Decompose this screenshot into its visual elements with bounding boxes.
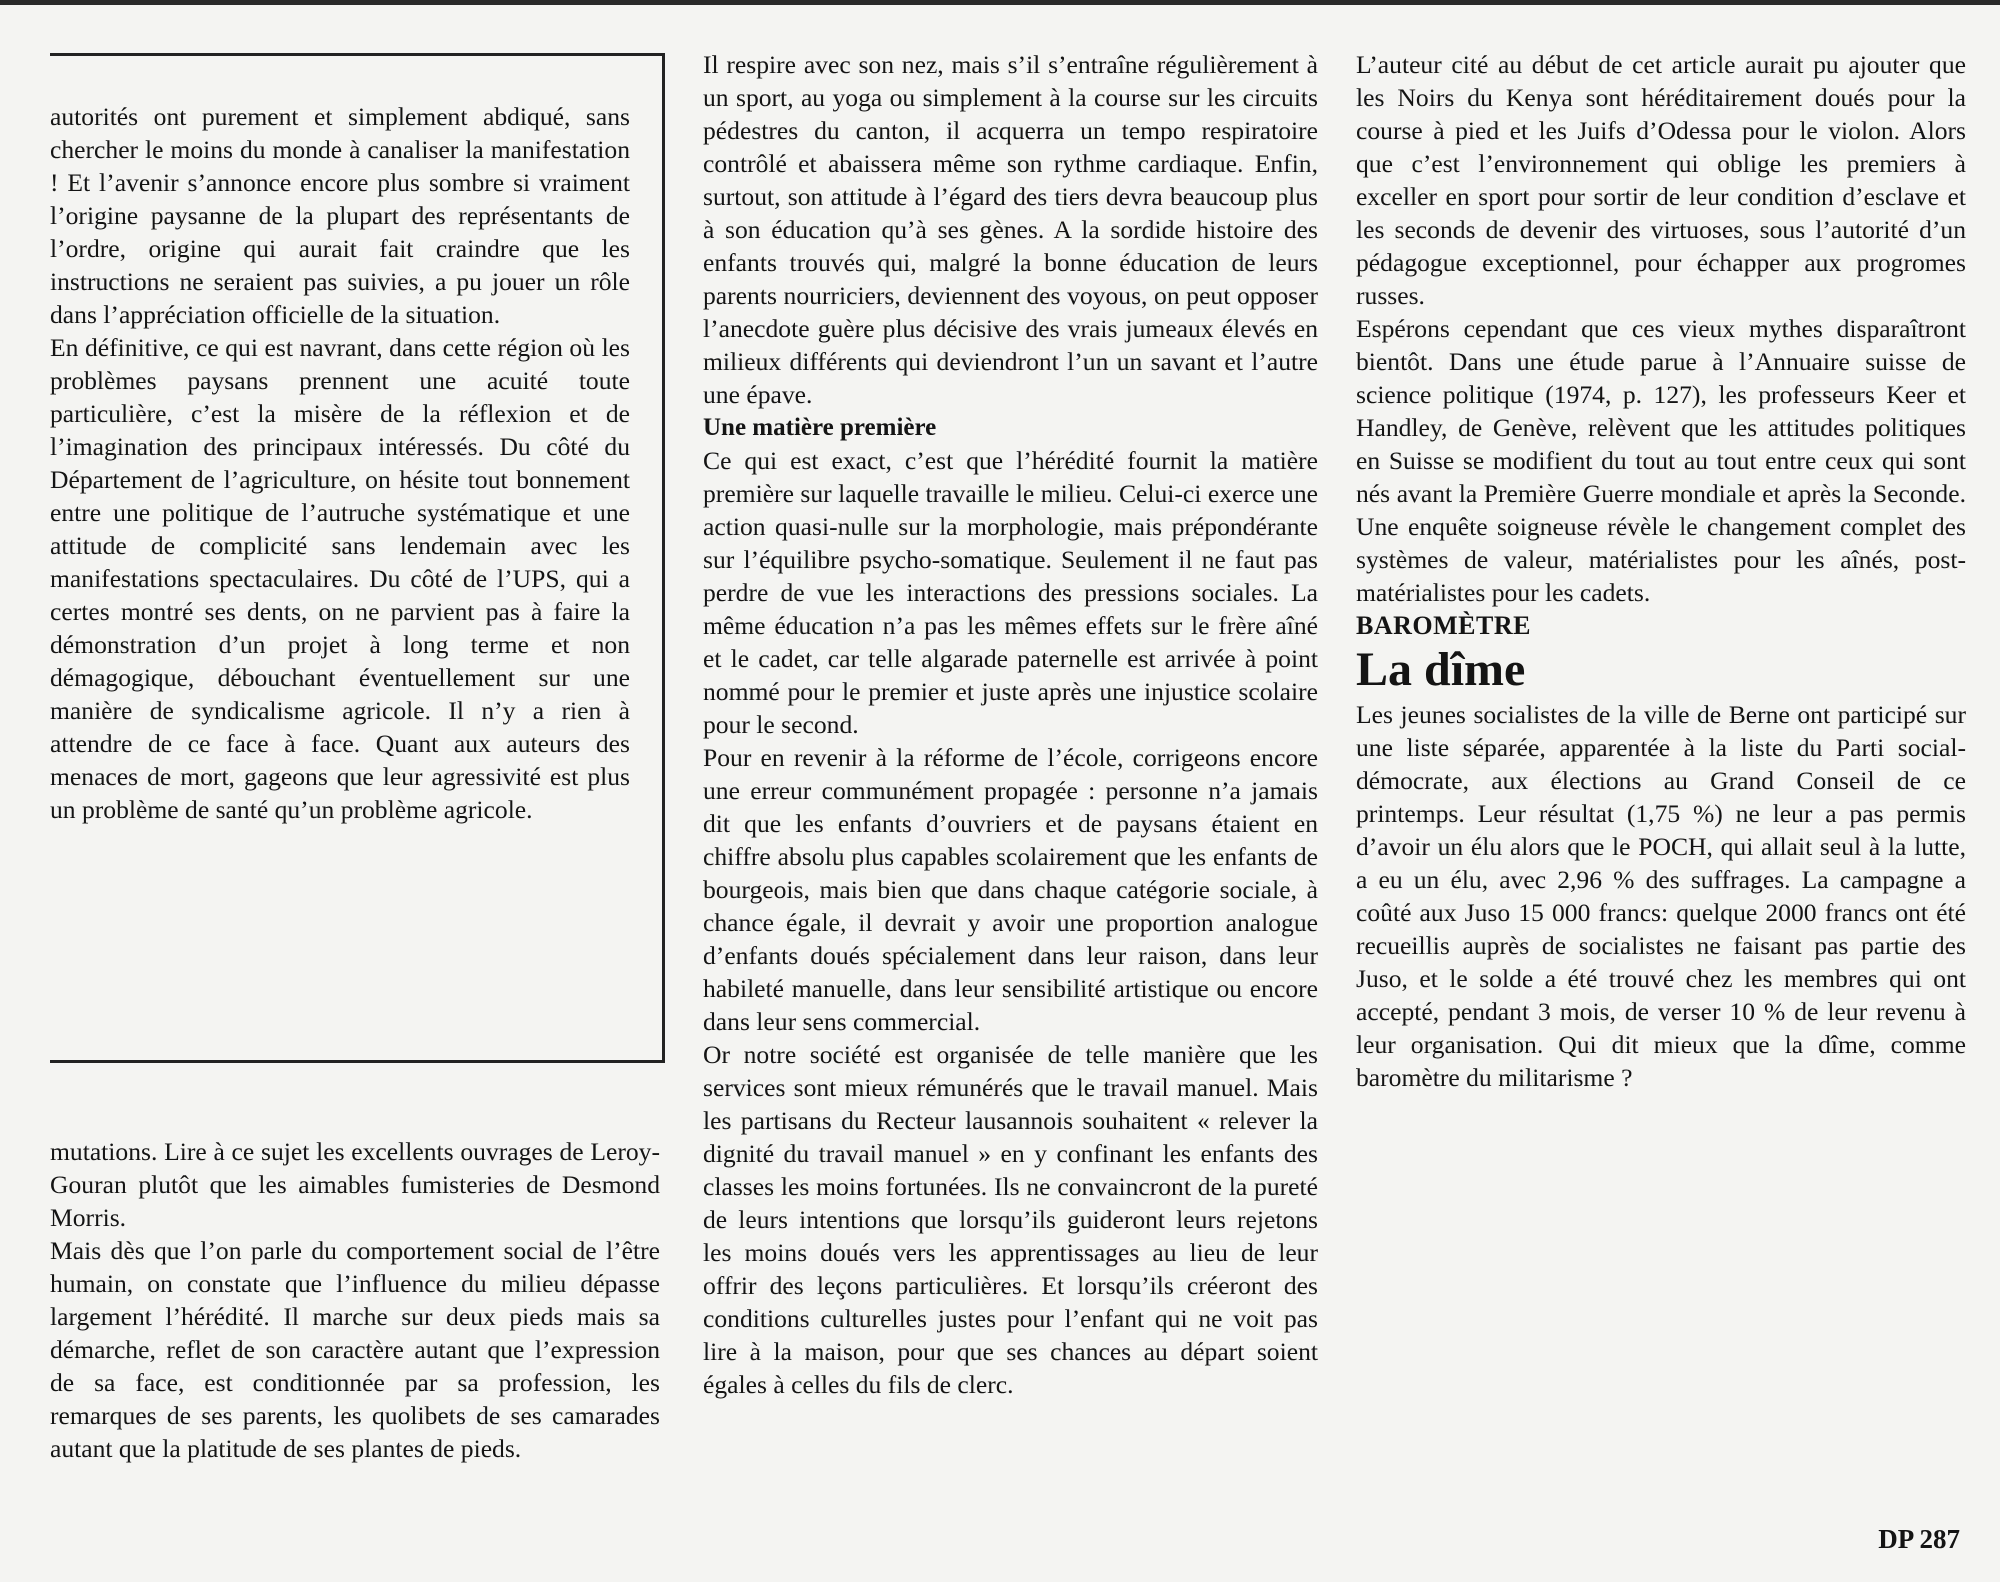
subheading: Une matière première [703, 414, 937, 441]
article-column-2 [703, 48, 1318, 1401]
paragraph: Ce qui est exact, c’est que l’hérédité fournit la matière première sur laquelle travaille le milieu. Celui-ci exerce une action quasi-nulle sur la morphologie, mais prépondérante sur l’équilibre psycho-somatique. Seulement il ne faut pas perdre de vue les interactions des pressions sociales. La même éducation n’a pas les mêmes effets sur le frère aîné et le cadet, car telle algarade paternelle est arrivée à point nommé pour le premier et juste après une injustice scolaire pour le second. [703, 446, 1318, 739]
article-headline: La dîme [1356, 643, 1526, 696]
article-column-3 [1356, 48, 1966, 1094]
paragraph: Espérons cependant que ces vieux mythes disparaîtront bientôt. Dans une étude parue à l’Annuaire suisse de science politique (1974, p. 127), les professeurs Keer et Handley, de Genève, relèvent que les attitudes politiques en Suisse se modifient du tout au tout entre ceux qui sont nés avant la Première Guerre mondiale et après la Seconde. Une enquête soigneuse révèle le changement complet des systèmes de valeur, matérialistes pour les aînés, post-matérialistes pour les cadets. [1356, 314, 1966, 607]
paragraph: mutations. Lire à ce sujet les excellents ouvrages de Leroy-Gouran plutôt que les aimables fumisteries de Desmond Morris. [50, 1137, 660, 1232]
rubric-label: BAROMÈTRE [1356, 611, 1531, 640]
paragraph: Mais dès que l’on parle du comportement social de l’être humain, on constate que l’influence du milieu dépasse largement l’hérédité. Il marche sur deux pieds mais sa démarche, reflet de son caractère autant que l’expression de sa face, est conditionnée par sa profession, les remarques de ses parents, les quolibets de ses camarades autant que la platitude de ses plantes de pieds. [50, 1236, 660, 1463]
paragraph: Les jeunes socialistes de la ville de Berne ont participé sur une liste séparée, apparentée à la liste du Parti social-démocrate, aux élections au Grand Conseil de ce printemps. Leur résultat (1,75 %) ne leur a pas permis d’avoir un élu alors que le POCH, qui allait seul à la lutte, a eu un élu, avec 2,96 % des suffrages. La campagne a coûté aux Juso 15 000 francs: quelque 2000 francs ont été recueillis auprès de socialistes ne faisant pas partie des Juso, et le solde a été trouvé chez les membres qui ont accepté, pendant 3 mois, de verser 10 % de leur revenu à leur organisation. Qui dit mieux que la dîme, comme baromètre du militarisme ? [1356, 700, 1966, 1092]
paragraph: En définitive, ce qui est navrant, dans cette région où les problèmes paysans prennent une acuité toute particulière, c’est la misère de la réflexion et de l’imagination des principaux intéressés. Du côté du Département de l’agriculture, on hésite tout bonnement entre une politique de l’autruche systématique et une attitude de complicité sans lendemain avec les manifestations spectaculaires. Du côté de l’UPS, qui a certes montré ses dents, on ne parvient pas à faire la démonstration d’un projet à long terme et non démagogique, débouchant éventuellement sur une manière de syndicalisme agricole. Il n’y a rien à attendre de ce face à face. Quant aux auteurs des menaces de mort, gageons que leur agressivité est plus un problème de santé qu’un problème agricole. [50, 333, 630, 824]
paragraph: L’auteur cité au début de cet article aurait pu ajouter que les Noirs du Kenya sont héréditairement doués pour la course à pied et les Juifs d’Odessa pour le violon. Alors que c’est l’environnement qui oblige les premiers à exceller en sport pour sortir de leur condition d’esclave et les seconds de devenir des virtuoses, sous l’autorité d’un pédagogue exceptionnel, pour échapper aux progromes russes. [1356, 50, 1966, 310]
boxed-article [50, 100, 630, 826]
top-rule [0, 0, 2000, 5]
paragraph: Il respire avec son nez, mais s’il s’entraîne régulièrement à un sport, au yoga ou simplement à la course sur les circuits pédestres du canton, il acquerra un tempo respiratoire contrôlé et abaissera même son rythme cardiaque. Enfin, surtout, son attitude à l’égard des tiers devra beaucoup plus à son éducation qu’à ses gènes. A la sordide histoire des enfants trouvés qui, malgré la bonne éducation de leurs parents nourriciers, deviennent des voyous, on peut opposer l’anecdote guère plus décisive des vrais jumeaux élevés en milieux différents qui deviendront l’un un savant et l’autre une épave. [703, 50, 1318, 409]
paragraph: autorités ont purement et simplement abdiqué, sans chercher le moins du monde à canaliser la manifestation ! Et l’avenir s’annonce encore plus sombre si vraiment l’origine paysanne de la plupart des représentants de l’ordre, origine qui aurait fait craindre que les instructions ne seraient pas suivies, a pu jouer un rôle dans l’appréciation officielle de la situation. [50, 102, 630, 329]
article-column-1 [50, 1135, 660, 1465]
paragraph: Pour en revenir à la réforme de l’école, corrigeons encore une erreur communément propagée : personne n’a jamais dit que les enfants d’ouvriers et de paysans étaient en chiffre absolu plus capables scolairement que les enfants de bourgeois, mais bien que dans chaque catégorie sociale, à chance égale, il devrait y avoir une proportion analogue d’enfants doués spécialement dans leur raison, dans leur habileté manuelle, dans leur sensibilité artistique ou encore dans leur sens commercial. [703, 743, 1318, 1036]
paragraph: Or notre société est organisée de telle manière que les services sont mieux rémunérés que le travail manuel. Mais les partisans du Recteur lausannois souhaitent « relever la dignité du travail manuel » en y confinant les enfants des classes les moins fortunées. Ils ne convaincront de la pureté de leurs intentions que lorsqu’ils guideront leurs rejetons les moins doués vers les apprentissages au lieu de leur offrir des leçons particulières. Et lorsqu’ils créeront des conditions culturelles justes pour l’enfant qui ne voit pas lire à la maison, pour que ses chances au départ soient égales à celles du fils de clerc. [703, 1040, 1318, 1399]
issue-number: DP 287 [1878, 1524, 1960, 1554]
